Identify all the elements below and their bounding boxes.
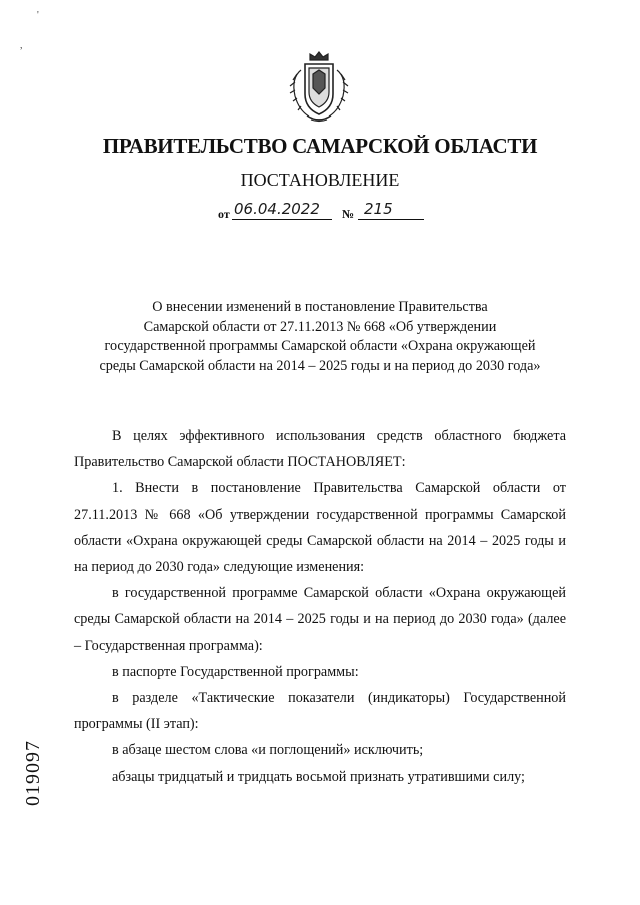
date-label: от	[218, 207, 230, 221]
body-paragraph: в абзаце шестом слова «и поглощений» исключить;	[112, 742, 424, 759]
document-type: ПОСТАНОВЛЕНИЕ	[240, 170, 400, 190]
body-paragraph: в паспорте Государственной программы:	[112, 663, 359, 680]
body-paragraph: абзацы тридцатый и тридцать восьмой признать утратившими силу;	[112, 768, 526, 785]
body-paragraph: в разделе «Тактические показатели (индикаторы) Государственной программы (II этап):	[74, 690, 566, 733]
side-serial-number: 019097	[22, 740, 44, 806]
subject-line: среды Самарской области на 2014 – 2025 годы и на период до 2030 года»	[99, 357, 541, 374]
scan-mark: '	[37, 10, 39, 21]
date-value: 06.04.2022	[234, 200, 320, 218]
subject-line: Самарской области от 27.11.2013 № 668 «Об утверждении	[143, 318, 497, 335]
number-underline	[358, 219, 424, 220]
number-value: 215	[364, 200, 393, 218]
body-paragraph: 1. Внести в постановление Правительства Самарской области от 27.11.2013 № 668 «Об утверждении государственной программы Самарской области «Охрана окружающей среды Самарской области на 2014 – 2025 годы и на период до 2030 года» следующие изменения:	[74, 480, 566, 576]
document-subject	[70, 298, 570, 376]
body-paragraph: В целях эффективного использования средств областного бюджета Правительство Самарской области ПОСТАНОВЛЯЕТ:	[74, 428, 566, 471]
document-body	[74, 423, 566, 790]
subject-line: О внесении изменений в постановление Правительства	[152, 299, 488, 315]
government-title: ПРАВИТЕЛЬСТВО САМАРСКОЙ ОБЛАСТИ	[102, 134, 538, 158]
date-number-line	[218, 202, 438, 224]
date-underline	[232, 219, 332, 220]
subject-line: государственной программы Самарской области «Охрана окружающей	[104, 338, 536, 354]
scan-mark: ,	[20, 40, 23, 51]
coat-of-arms-emblem	[287, 50, 351, 124]
number-label: №	[342, 207, 355, 221]
body-paragraph: в государственной программе Самарской области «Охрана окружающей среды Самарской области на 2014 – 2025 годы и на период до 2030 года» (далее – Государственная программа):	[74, 585, 566, 654]
